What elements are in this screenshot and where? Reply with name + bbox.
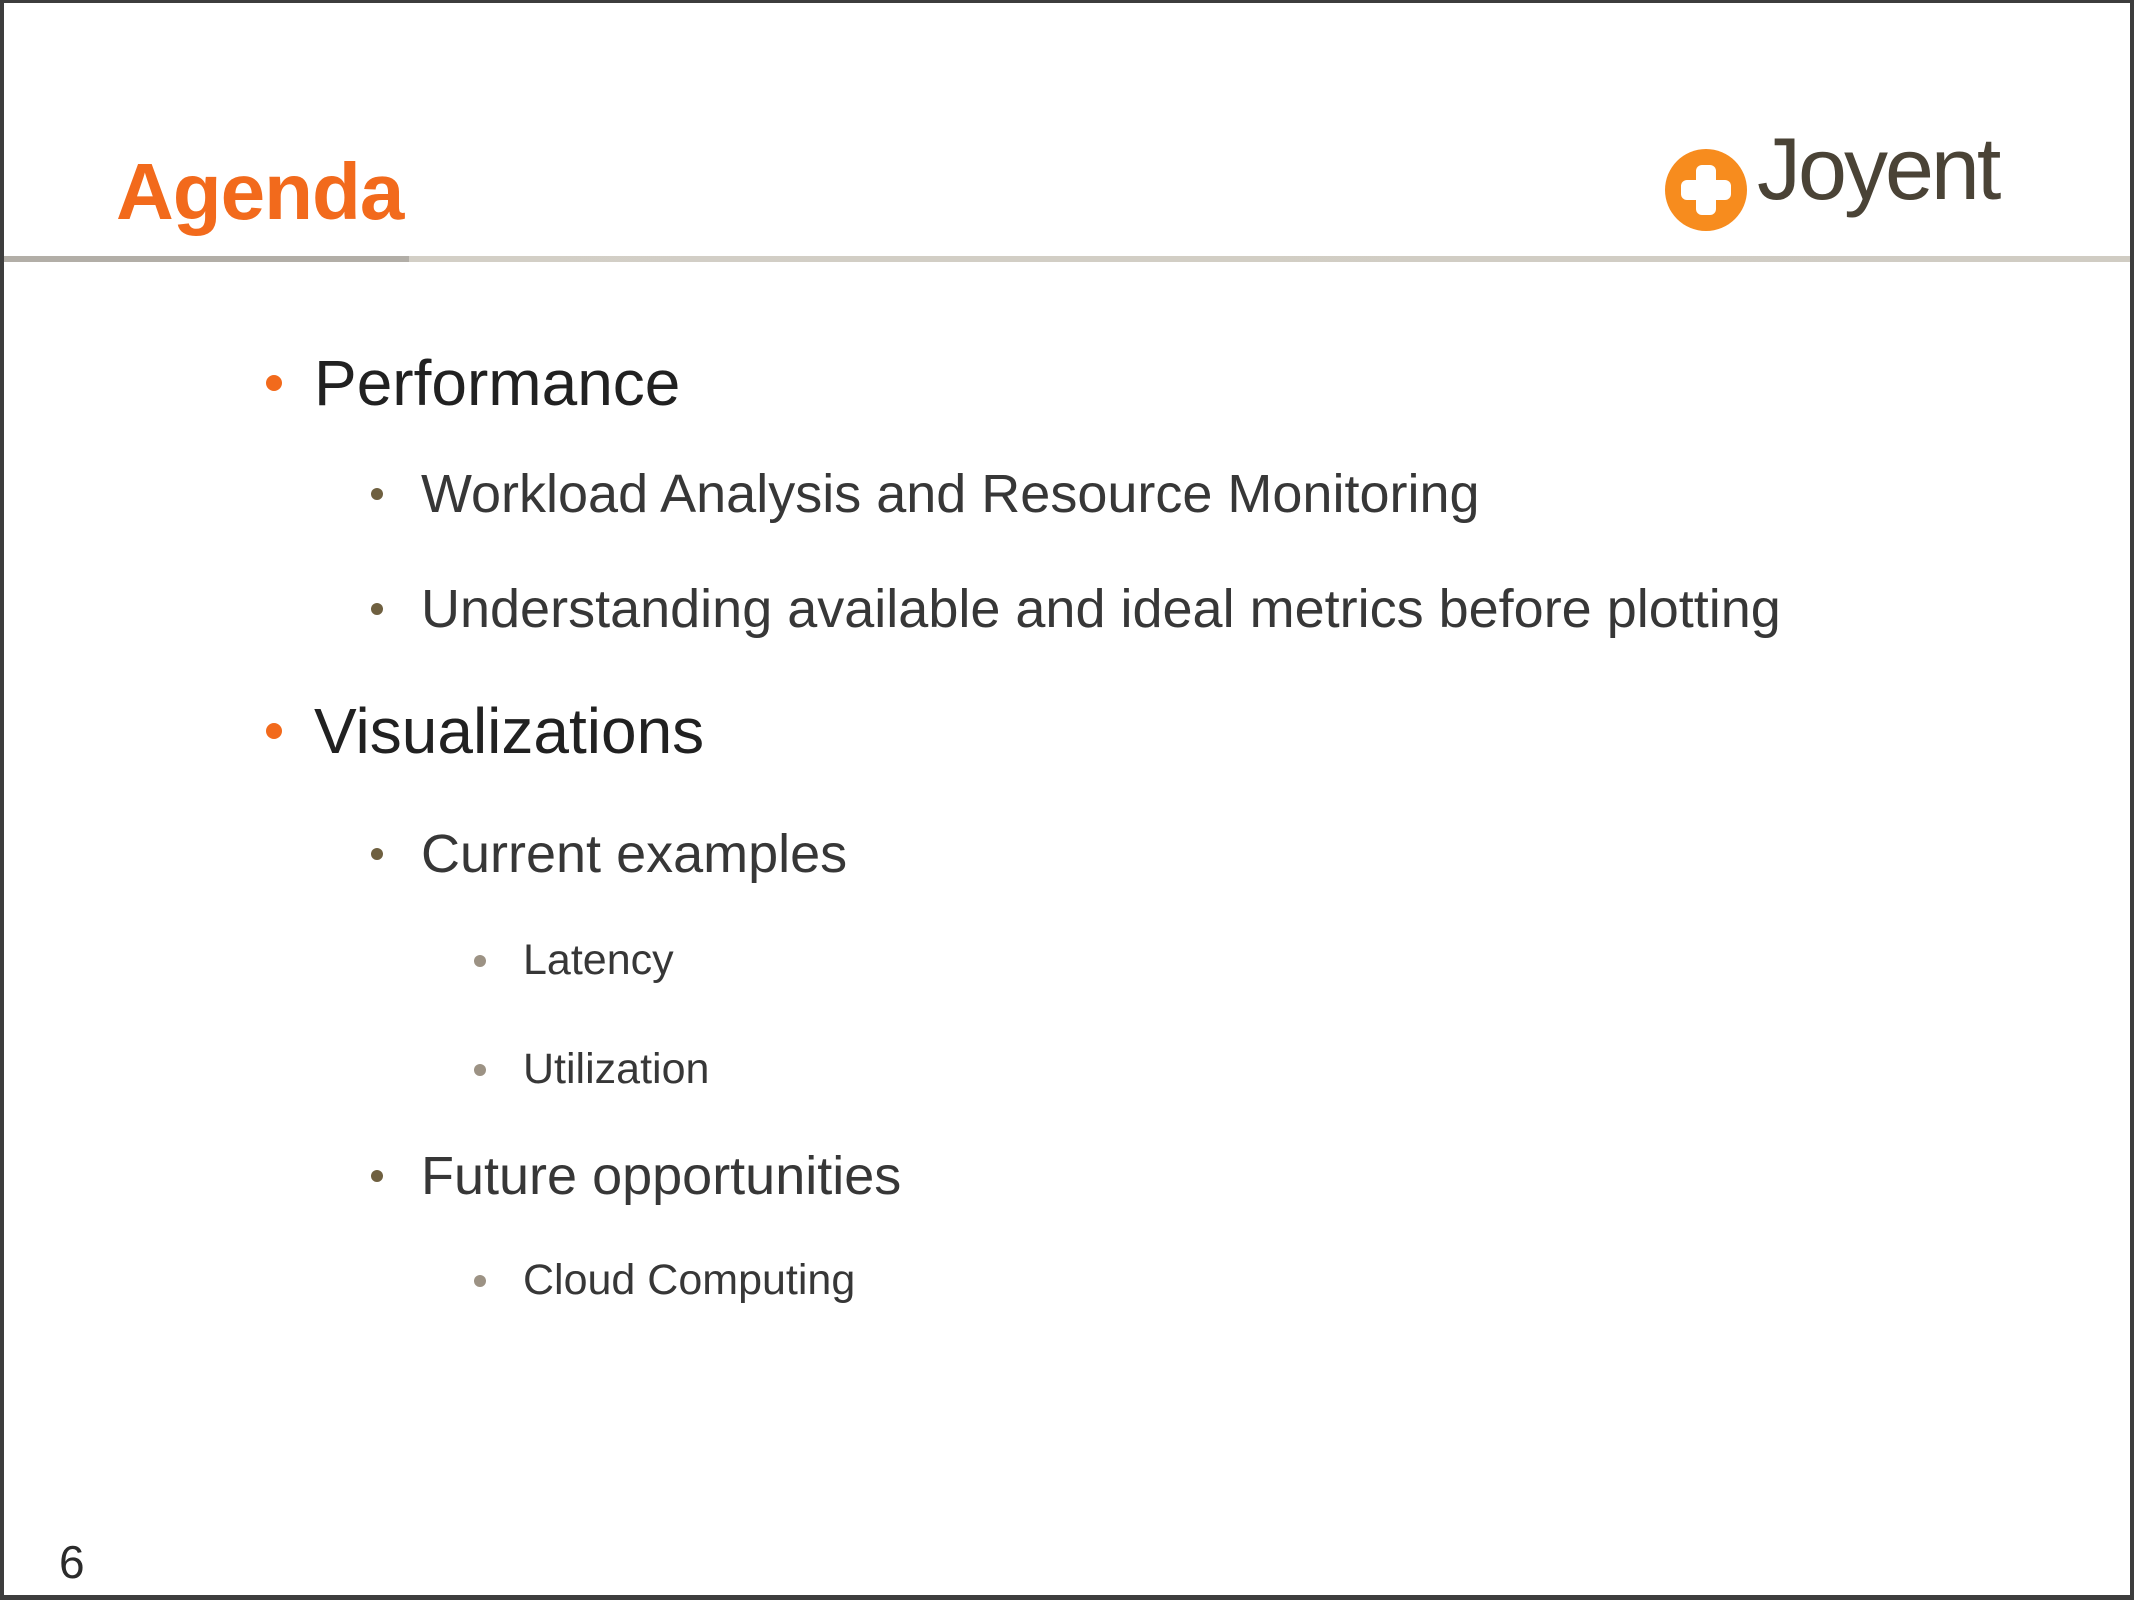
- plus-circle-icon: [1665, 149, 1747, 231]
- joyent-logo: [1665, 119, 1999, 249]
- slide-title: Agenda: [116, 147, 404, 236]
- list-item-label: Cloud Computing: [523, 1256, 856, 1304]
- page-number: 6: [59, 1536, 85, 1588]
- list-item-label: Future opportunities: [421, 1146, 902, 1206]
- bullet-icon: [371, 848, 383, 860]
- list-item-label: Latency: [523, 936, 674, 984]
- header-divider: [4, 256, 2130, 262]
- bullet-icon: [371, 603, 383, 615]
- bullet-icon: [371, 488, 383, 500]
- list-item: [474, 1256, 856, 1304]
- list-item-label: Workload Analysis and Resource Monitoring: [421, 464, 1480, 524]
- list-item: [266, 347, 681, 419]
- bullet-icon: [266, 723, 282, 739]
- list-item-label: Visualizations: [314, 695, 705, 767]
- list-item: [371, 1146, 902, 1206]
- bullet-icon: [371, 1170, 383, 1182]
- list-item: [371, 824, 848, 884]
- bullet-icon: [474, 1064, 486, 1076]
- list-item: [474, 1045, 710, 1093]
- list-item: [371, 464, 1480, 524]
- list-item: [474, 936, 674, 984]
- list-item-label: Current examples: [421, 824, 848, 884]
- list-item-label: Understanding available and ideal metrics before plotting: [421, 579, 1781, 639]
- logo-wordmark: Joyent: [1757, 119, 1999, 218]
- list-item: [266, 695, 705, 767]
- list-item-label: Performance: [314, 347, 681, 419]
- list-item-label: Utilization: [523, 1045, 710, 1093]
- bullet-icon: [266, 375, 282, 391]
- bullet-icon: [474, 955, 486, 967]
- list-item: [371, 579, 1781, 639]
- plus-icon-horizontal-bar: [1681, 180, 1731, 200]
- bullet-icon: [474, 1275, 486, 1287]
